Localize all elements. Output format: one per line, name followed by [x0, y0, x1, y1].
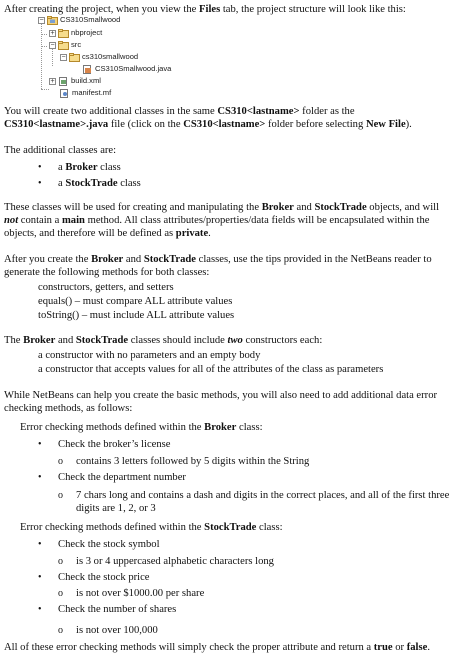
tree-label-nbproject: nbproject — [71, 28, 103, 37]
check-detail: 7 chars long and contains a dash and digits in the correct places, and all of the first three — [76, 490, 450, 501]
check-detail: is not over 100,000 — [76, 625, 158, 636]
project-icon — [47, 16, 58, 25]
check-label: Check the stock symbol — [58, 539, 160, 550]
check-detail: is 3 or 4 uppercased alphabetic characters long — [76, 556, 274, 567]
create-line-2: CS310<lastname>.java file (click on the CS310<lastname> folder before selecting New File). — [4, 119, 412, 130]
tree-node-manifest[interactable] — [59, 87, 111, 99]
additional-item: a Broker class — [58, 162, 121, 173]
collapse-icon[interactable]: − — [61, 53, 66, 61]
check-label: Check the number of shares — [58, 604, 177, 615]
bullet-icon: • — [38, 539, 42, 550]
after-create-line-2: generate the following methods for both classes: — [4, 267, 210, 278]
expand-icon[interactable]: + — [50, 77, 55, 85]
tree-label-root: CS310Smallwood — [60, 15, 121, 24]
sub-bullet-icon: o — [58, 456, 63, 467]
sub-bullet-icon: o — [58, 556, 63, 567]
tree-label-java-file: CS310Smallwood.java — [95, 64, 172, 73]
method-item: toString() – must include ALL attribute values — [38, 310, 235, 321]
validation-line-2: checking methods, as follows: — [4, 403, 133, 414]
folder-icon — [58, 29, 69, 38]
collapse-icon[interactable]: − — [50, 41, 55, 49]
tree-label-package: cs310smallwood — [82, 52, 139, 61]
bullet-icon: • — [38, 162, 42, 173]
project-tree — [38, 14, 238, 97]
tree-node-root[interactable] — [38, 14, 120, 26]
additional-heading: The additional classes are: — [4, 145, 117, 156]
constructor-item: a constructor that accepts values for all of the attributes of the class as parameters — [38, 364, 384, 375]
java-file-icon — [82, 65, 93, 74]
validation-line-1: While NetBeans can help you create the basic methods, you will also need to add additional data error — [4, 390, 438, 401]
intro-text: After creating the project, when you view the — [4, 4, 200, 15]
check-label: Check the broker’s license — [58, 439, 171, 450]
tree-node-package[interactable] — [60, 51, 138, 63]
bullet-icon: • — [38, 178, 42, 189]
method-item: equals() – must compare ALL attribute values — [38, 296, 233, 307]
xml-file-icon — [58, 77, 69, 86]
tree-label-src: src — [71, 40, 82, 49]
stocktrade-checks-heading: Error checking methods defined within the StockTrade class: — [20, 522, 283, 533]
tree-node-src[interactable] — [49, 39, 81, 51]
tree-node-java-file[interactable] — [82, 63, 171, 75]
check-label: Check the department number — [58, 472, 186, 483]
check-label: Check the stock price — [58, 572, 150, 583]
check-detail-cont: digits are 1, 2, or 3 — [76, 503, 156, 514]
constructor-item: a constructor with no parameters and an empty body — [38, 350, 261, 361]
additional-item: a StockTrade class — [58, 178, 141, 189]
tree-node-nbproject[interactable] — [49, 27, 102, 39]
manifest-file-icon — [59, 89, 70, 98]
sub-bullet-icon: o — [58, 588, 63, 599]
sub-bullet-icon: o — [58, 625, 63, 636]
expand-icon[interactable]: + — [50, 29, 55, 37]
sub-bullet-icon: o — [58, 490, 63, 501]
broker-checks-heading: Error checking methods defined within the Broker class: — [20, 422, 263, 433]
tree-label-manifest: manifest.mf — [72, 88, 112, 97]
usage-line-2: not contain a main method. All class attributes/properties/data fields will be encapsulated within the — [4, 215, 430, 226]
collapse-icon[interactable]: − — [39, 16, 44, 24]
tree-node-build-xml[interactable] — [49, 75, 101, 87]
tree-label-build-xml: build.xml — [71, 76, 101, 85]
usage-line-1: These classes will be used for creating and manipulating the Broker and StockTrade objects, and will — [4, 202, 440, 213]
create-line-1: You will create two additional classes in the same CS310<lastname> folder as the — [4, 106, 355, 117]
check-detail: is not over $1000.00 per share — [76, 588, 205, 599]
check-detail: contains 3 letters followed by 5 digits within the String — [76, 456, 310, 467]
bullet-icon: • — [38, 472, 42, 483]
constructors-line: The Broker and StockTrade classes should include two constructors each: — [4, 335, 323, 346]
intro-text-end: tab, the project structure will look like this: — [220, 4, 406, 15]
method-item: constructors, getters, and setters — [38, 282, 174, 293]
after-create-line-1: After you create the Broker and StockTrade classes, use the tips provided in the NetBeans reader to — [4, 254, 432, 265]
files-tab-label: Files — [199, 4, 221, 15]
bullet-icon: • — [38, 439, 42, 450]
package-folder-icon — [69, 53, 80, 62]
bullet-icon: • — [38, 604, 42, 615]
usage-line-3: objects, and therefore will be defined as private. — [4, 228, 211, 239]
closing-line: All of these error checking methods will simply check the proper attribute and return a true or false. — [4, 642, 430, 653]
folder-open-icon — [58, 41, 69, 50]
bullet-icon: • — [38, 572, 42, 583]
